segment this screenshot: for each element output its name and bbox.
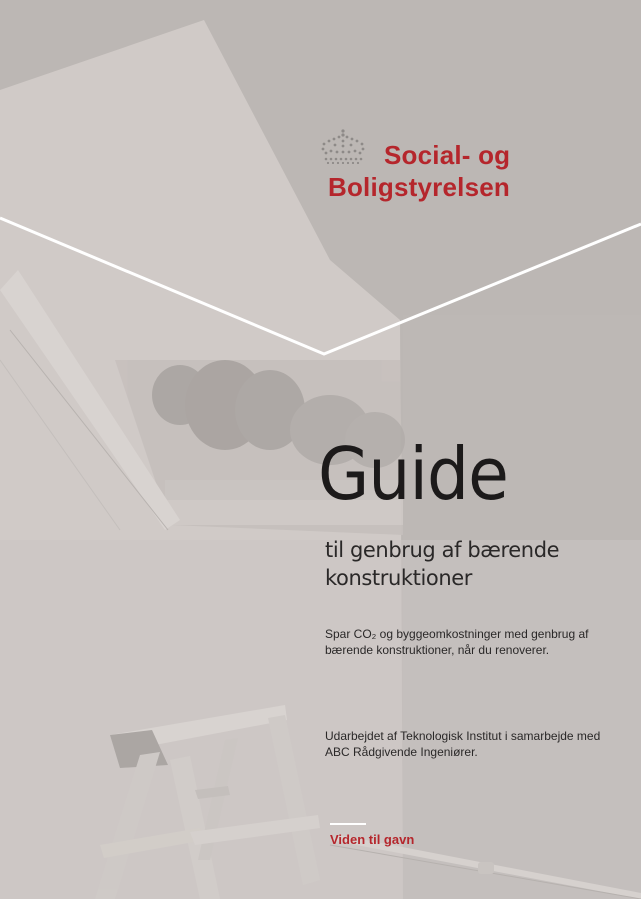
tagline-rule — [330, 823, 366, 825]
publisher-name-line1: Social- og — [384, 140, 511, 170]
cover-subtitle: til genbrug af bærende konstruktioner — [325, 538, 560, 590]
cover-tagline: Viden til gavn — [330, 832, 415, 847]
cover-lead-text: Spar CO₂ og byggeomkostninger med genbrug af bærende konstruktioner, når du renoverer. — [325, 627, 589, 657]
publisher-logo — [320, 128, 540, 202]
publisher-name-line2: Boligstyrelsen — [328, 172, 510, 202]
crown-icon — [320, 128, 366, 164]
cover-credit-text: Udarbejdet af Teknologisk Institut i samarbejde med ABC Rådgivende Ingeniører. — [325, 729, 601, 759]
cover-title: Guide — [318, 432, 508, 516]
